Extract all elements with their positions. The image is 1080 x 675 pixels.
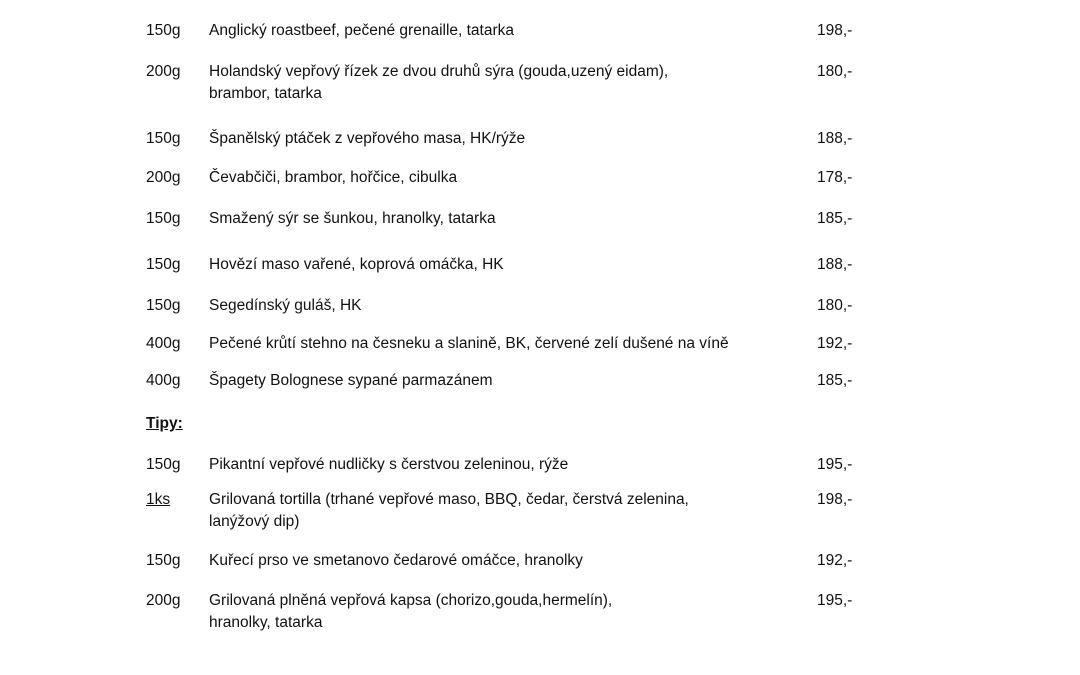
- item-price: 198,-: [817, 22, 853, 39]
- item-quantity: 400g: [146, 335, 181, 352]
- item-price: 188,-: [817, 130, 853, 147]
- item-description: [209, 254, 779, 276]
- item-description: [209, 295, 779, 317]
- item-quantity: 200g: [146, 63, 181, 80]
- tips-heading: Tipy:: [146, 415, 183, 432]
- item-quantity: 150g: [146, 552, 181, 569]
- item-description: [209, 370, 779, 392]
- item-quantity: 150g: [146, 210, 181, 227]
- item-description-line: hranolky, tatarka: [209, 614, 323, 631]
- item-quantity: 150g: [146, 130, 181, 147]
- item-price: 185,-: [817, 372, 853, 389]
- item-description-line: Špagety Bolognese sypané parmazánem: [209, 372, 493, 389]
- item-price: 195,-: [817, 592, 853, 609]
- item-price: 188,-: [817, 256, 853, 273]
- item-description-line: Smažený sýr se šunkou, hranolky, tatarka: [209, 210, 496, 227]
- item-quantity: 150g: [146, 256, 181, 273]
- item-description: [209, 489, 779, 533]
- item-price: 178,-: [817, 169, 853, 186]
- item-description: [209, 590, 779, 634]
- item-description-line: Segedínský guláš, HK: [209, 297, 362, 314]
- item-description-line: Čevabčiči, brambor, hořčice, cibulka: [209, 169, 458, 186]
- item-description-line: Pečené krůtí stehno na česneku a slanině, BK, červené zelí dušené na víně: [209, 335, 729, 352]
- item-description-line: brambor, tatarka: [209, 85, 322, 102]
- item-description: [209, 333, 779, 355]
- item-quantity: 200g: [146, 169, 181, 186]
- item-description-line: lanýžový dip): [209, 513, 300, 530]
- item-description: [209, 167, 779, 189]
- item-description: [209, 208, 779, 230]
- item-description-line: Španělský ptáček z vepřového masa, HK/rýže: [209, 130, 526, 147]
- item-quantity: 150g: [146, 456, 181, 473]
- item-description: [209, 454, 779, 476]
- item-price: 180,-: [817, 63, 853, 80]
- item-description: [209, 20, 779, 42]
- item-description-line: Anglický roastbeef, pečené grenaille, tatarka: [209, 22, 515, 39]
- item-description-line: Kuřecí prso ve smetanovo čedarové omáčce, hranolky: [209, 552, 583, 569]
- item-description-line: Grilovaná tortilla (trhané vepřové maso, BBQ, čedar, čerstvá zelenina,: [209, 491, 689, 508]
- item-description-line: Holandský vepřový řízek ze dvou druhů sýra (gouda,uzený eidam),: [209, 63, 669, 80]
- item-description: [209, 128, 779, 150]
- item-price: 195,-: [817, 456, 853, 473]
- item-quantity: 150g: [146, 297, 181, 314]
- item-description-line: Hovězí maso vařené, koprová omáčka, HK: [209, 256, 504, 273]
- item-quantity: 1ks: [146, 491, 171, 508]
- item-quantity: 150g: [146, 22, 181, 39]
- item-quantity: 200g: [146, 592, 181, 609]
- item-description-line: Pikantní vepřové nudličky s čerstvou zeleninou, rýže: [209, 456, 569, 473]
- item-price: 185,-: [817, 210, 853, 227]
- item-price: 198,-: [817, 491, 853, 508]
- item-description: [209, 550, 779, 572]
- item-price: 192,-: [817, 335, 853, 352]
- item-quantity: 400g: [146, 372, 181, 389]
- item-price: 180,-: [817, 297, 853, 314]
- item-description: [209, 61, 779, 105]
- item-price: 192,-: [817, 552, 853, 569]
- item-description-line: Grilovaná plněná vepřová kapsa (chorizo,gouda,hermelín),: [209, 592, 613, 609]
